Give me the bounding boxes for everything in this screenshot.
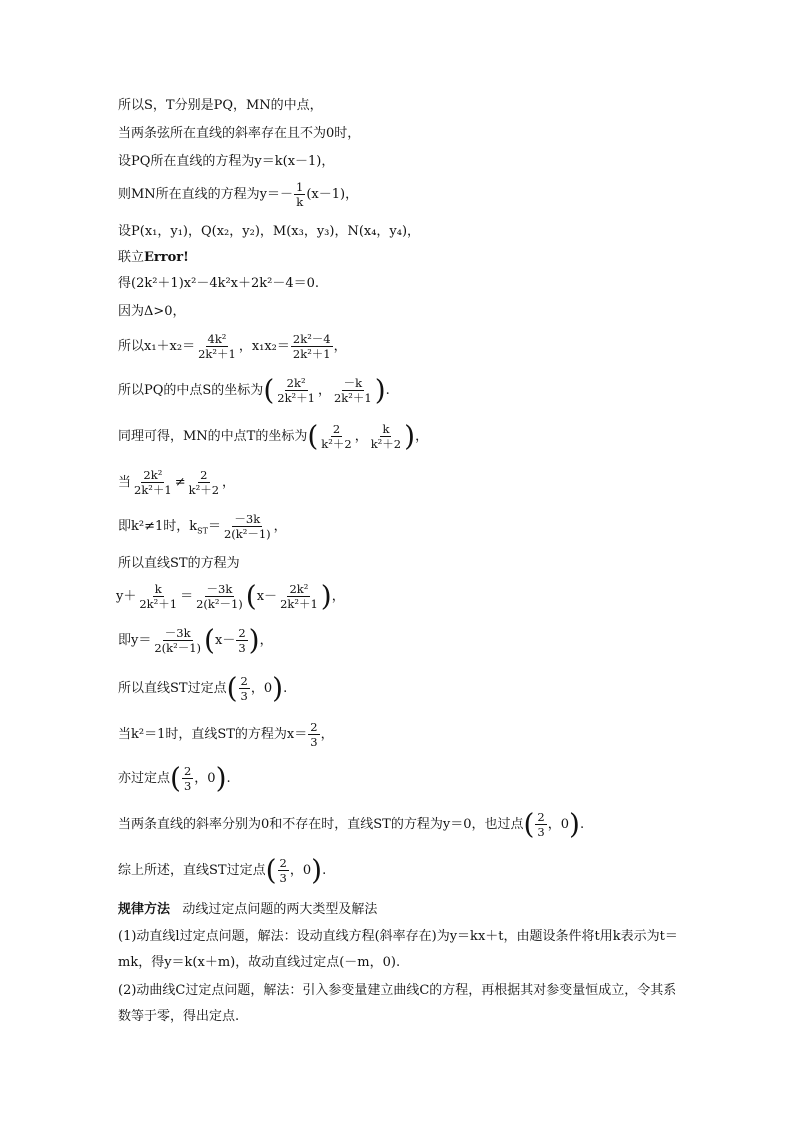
method-item-2: (2)动曲线C过定点问题，解法：引入参变量建立曲线C的方程，再根据其对参变量恒成立，令其系数等于零，得出定点. <box>118 983 677 1024</box>
numerator: －k <box>343 376 363 390</box>
right-paren: ) <box>320 579 332 613</box>
text-line <box>118 623 273 657</box>
numerator: 2k² <box>286 376 306 390</box>
denominator: 3 <box>279 871 287 885</box>
subscript: ST <box>197 526 208 536</box>
right-paren: ) <box>272 671 284 705</box>
text-line: 所以直线ST的方程为 <box>118 556 240 571</box>
numerator: 2k²－4 <box>292 332 331 346</box>
fraction <box>194 582 245 611</box>
text-segment: ， <box>317 383 331 398</box>
fraction <box>236 626 247 655</box>
fraction <box>152 626 203 655</box>
fraction <box>535 810 546 839</box>
fraction <box>308 720 319 749</box>
numerator: 2 <box>240 674 248 688</box>
error-text: Error! <box>144 250 189 265</box>
method-title: 规律方法 <box>118 902 171 917</box>
text-segment: 当两条直线的斜率分别为0和不存在时，直线ST的方程为y＝0，也过点 <box>118 817 524 832</box>
numerator: 4k² <box>207 332 227 346</box>
right-paren: ) <box>404 419 416 453</box>
numerator: k <box>154 582 162 596</box>
text-line <box>116 579 345 613</box>
fraction <box>196 332 238 361</box>
denominator: 2(k²－1) <box>223 527 271 541</box>
left-paren: ( <box>170 761 181 795</box>
numerator: －3k <box>164 626 191 640</box>
denominator: 2k²＋1 <box>139 597 178 611</box>
denominator: 2k²＋1 <box>198 347 236 361</box>
text-segment: y＋ <box>116 589 137 604</box>
denominator: 3 <box>183 779 192 793</box>
text-segment: x－ <box>214 633 236 648</box>
fraction <box>187 468 221 497</box>
fraction <box>182 764 193 793</box>
text-segment: 联立 <box>118 250 145 265</box>
left-paren: ( <box>226 671 238 705</box>
method-heading <box>118 902 377 918</box>
text-line <box>118 807 585 841</box>
fraction <box>132 468 174 497</box>
text-segment: 当 <box>118 475 132 490</box>
text-segment: ，0 <box>547 817 570 832</box>
method-subtitle: 动线过定点问题的两大类型及解法 <box>182 902 378 917</box>
text-segment: . <box>322 863 327 878</box>
numerator: k <box>382 422 390 436</box>
text-line <box>118 512 287 541</box>
denominator: 3 <box>310 735 318 749</box>
text-line: 得(2k²＋1)x²－4k²x＋2k²－4＝0. <box>118 276 320 291</box>
fraction <box>369 422 403 451</box>
text-segment: 当k²＝1时，直线ST的方程为x＝ <box>118 727 308 742</box>
left-paren: ( <box>523 807 535 841</box>
text-segment: ， <box>320 727 334 742</box>
denominator: 2(k²－1) <box>154 641 202 655</box>
fraction <box>278 856 289 885</box>
right-paren: ) <box>374 373 386 407</box>
right-paren: ) <box>215 761 227 795</box>
denominator: 2k²＋1 <box>280 597 318 611</box>
text-segment: ，x₁x₂＝ <box>238 339 290 354</box>
text-segment: 综上所述，直线ST过定点 <box>118 863 266 878</box>
denominator: 2k²＋1 <box>333 391 372 405</box>
text-line <box>118 671 288 705</box>
text-segment: ， <box>222 475 236 490</box>
text-segment: 同理可得，MN的中点T的坐标为 <box>118 429 308 444</box>
text-segment: ， <box>333 339 347 354</box>
fraction <box>319 422 353 451</box>
fraction <box>239 674 250 703</box>
left-paren: ( <box>245 579 257 613</box>
numerator: 2 <box>332 422 341 436</box>
fraction <box>294 180 305 209</box>
text-line: 所以S，T分别是PQ，MN的中点， <box>118 98 323 113</box>
text-line <box>118 373 390 407</box>
text-segment: 亦过定点 <box>118 771 171 786</box>
text-segment: 所以x₁＋x₂＝ <box>118 339 196 354</box>
text-line <box>118 332 347 361</box>
text-segment: ， <box>331 589 345 604</box>
numerator: －3k <box>206 582 233 596</box>
fraction <box>278 582 320 611</box>
text-line: 设P(x₁，y₁)，Q(x₂，y₂)，M(x₃，y₃)，N(x₄，y₄)， <box>118 224 421 239</box>
text-segment: . <box>283 681 288 696</box>
text-segment: 即k²≠1时，k <box>118 519 198 534</box>
text-segment: (x－1)， <box>306 187 359 202</box>
denominator: k <box>296 195 304 209</box>
text-line <box>118 468 235 497</box>
left-paren: ( <box>307 419 319 453</box>
denominator: 2(k²－1) <box>196 597 243 611</box>
text-line: 因为Δ>0， <box>118 304 186 319</box>
numerator: 2 <box>279 856 287 870</box>
left-paren: ( <box>204 623 215 657</box>
denominator: k²＋2 <box>370 437 402 451</box>
right-paren: ) <box>248 623 260 657</box>
text-segment: 所以直线ST过定点 <box>118 681 227 696</box>
left-paren: ( <box>263 373 275 407</box>
text-line: 当两条弦所在直线的斜率存在且不为0时， <box>118 126 361 141</box>
right-paren: ) <box>311 853 323 887</box>
text-segment: . <box>226 771 231 786</box>
right-paren: ) <box>569 807 580 841</box>
text-line <box>118 761 231 795</box>
text-line <box>118 250 189 266</box>
numerator: 2 <box>238 626 246 640</box>
denominator: 2k²＋1 <box>134 483 172 497</box>
text-segment: 即y＝ <box>118 633 152 648</box>
denominator: 3 <box>537 825 545 839</box>
fraction <box>275 376 317 405</box>
text-segment: ， <box>273 519 287 534</box>
text-segment: ，0 <box>250 681 273 696</box>
text-segment: 所以PQ的中点S的坐标为 <box>118 383 264 398</box>
text-line: 设PQ所在直线的方程为y＝k(x－1)， <box>118 154 335 169</box>
fraction <box>291 332 333 361</box>
text-segment: ，0 <box>194 771 216 786</box>
fraction <box>222 512 273 541</box>
text-segment: ， <box>354 429 368 444</box>
numerator: 1 <box>296 180 304 194</box>
text-segment: . <box>385 383 390 398</box>
denominator: 3 <box>240 689 248 703</box>
fraction <box>332 376 374 405</box>
text-segment: ， <box>415 429 429 444</box>
text-line <box>118 419 429 453</box>
fraction <box>137 582 179 611</box>
denominator: k²＋2 <box>321 437 352 451</box>
numerator: 2k² <box>143 468 163 482</box>
text-segment: 则MN所在直线的方程为y＝－ <box>118 187 294 202</box>
text-line <box>118 853 327 887</box>
numerator: 2 <box>200 468 208 482</box>
text-segment: ≠ <box>174 475 186 490</box>
text-segment: ＝ <box>207 519 221 534</box>
numerator: 2 <box>183 764 192 778</box>
text-segment: ，0 <box>289 863 312 878</box>
denominator: 2k²＋1 <box>277 391 315 405</box>
text-segment: ＝ <box>180 589 194 604</box>
numerator: 2 <box>310 720 318 734</box>
text-segment: ， <box>259 633 273 648</box>
text-segment: . <box>579 817 585 832</box>
left-paren: ( <box>265 853 277 887</box>
text-line <box>118 180 358 209</box>
text-line <box>118 720 334 749</box>
denominator: 2k²＋1 <box>292 347 331 361</box>
denominator: k²＋2 <box>188 483 220 497</box>
numerator: 2k² <box>289 582 309 596</box>
denominator: 3 <box>238 641 246 655</box>
method-item-1: (1)动直线l过定点问题，解法：设动直线方程(斜率存在)为y＝kx＋t，由题设条件将t用k表示为t＝mk，得y＝k(x＋m)，故动直线过定点(－m，0). <box>118 929 678 970</box>
text-segment: x－ <box>256 589 278 604</box>
numerator: －3k <box>234 512 261 526</box>
numerator: 2 <box>537 810 545 824</box>
